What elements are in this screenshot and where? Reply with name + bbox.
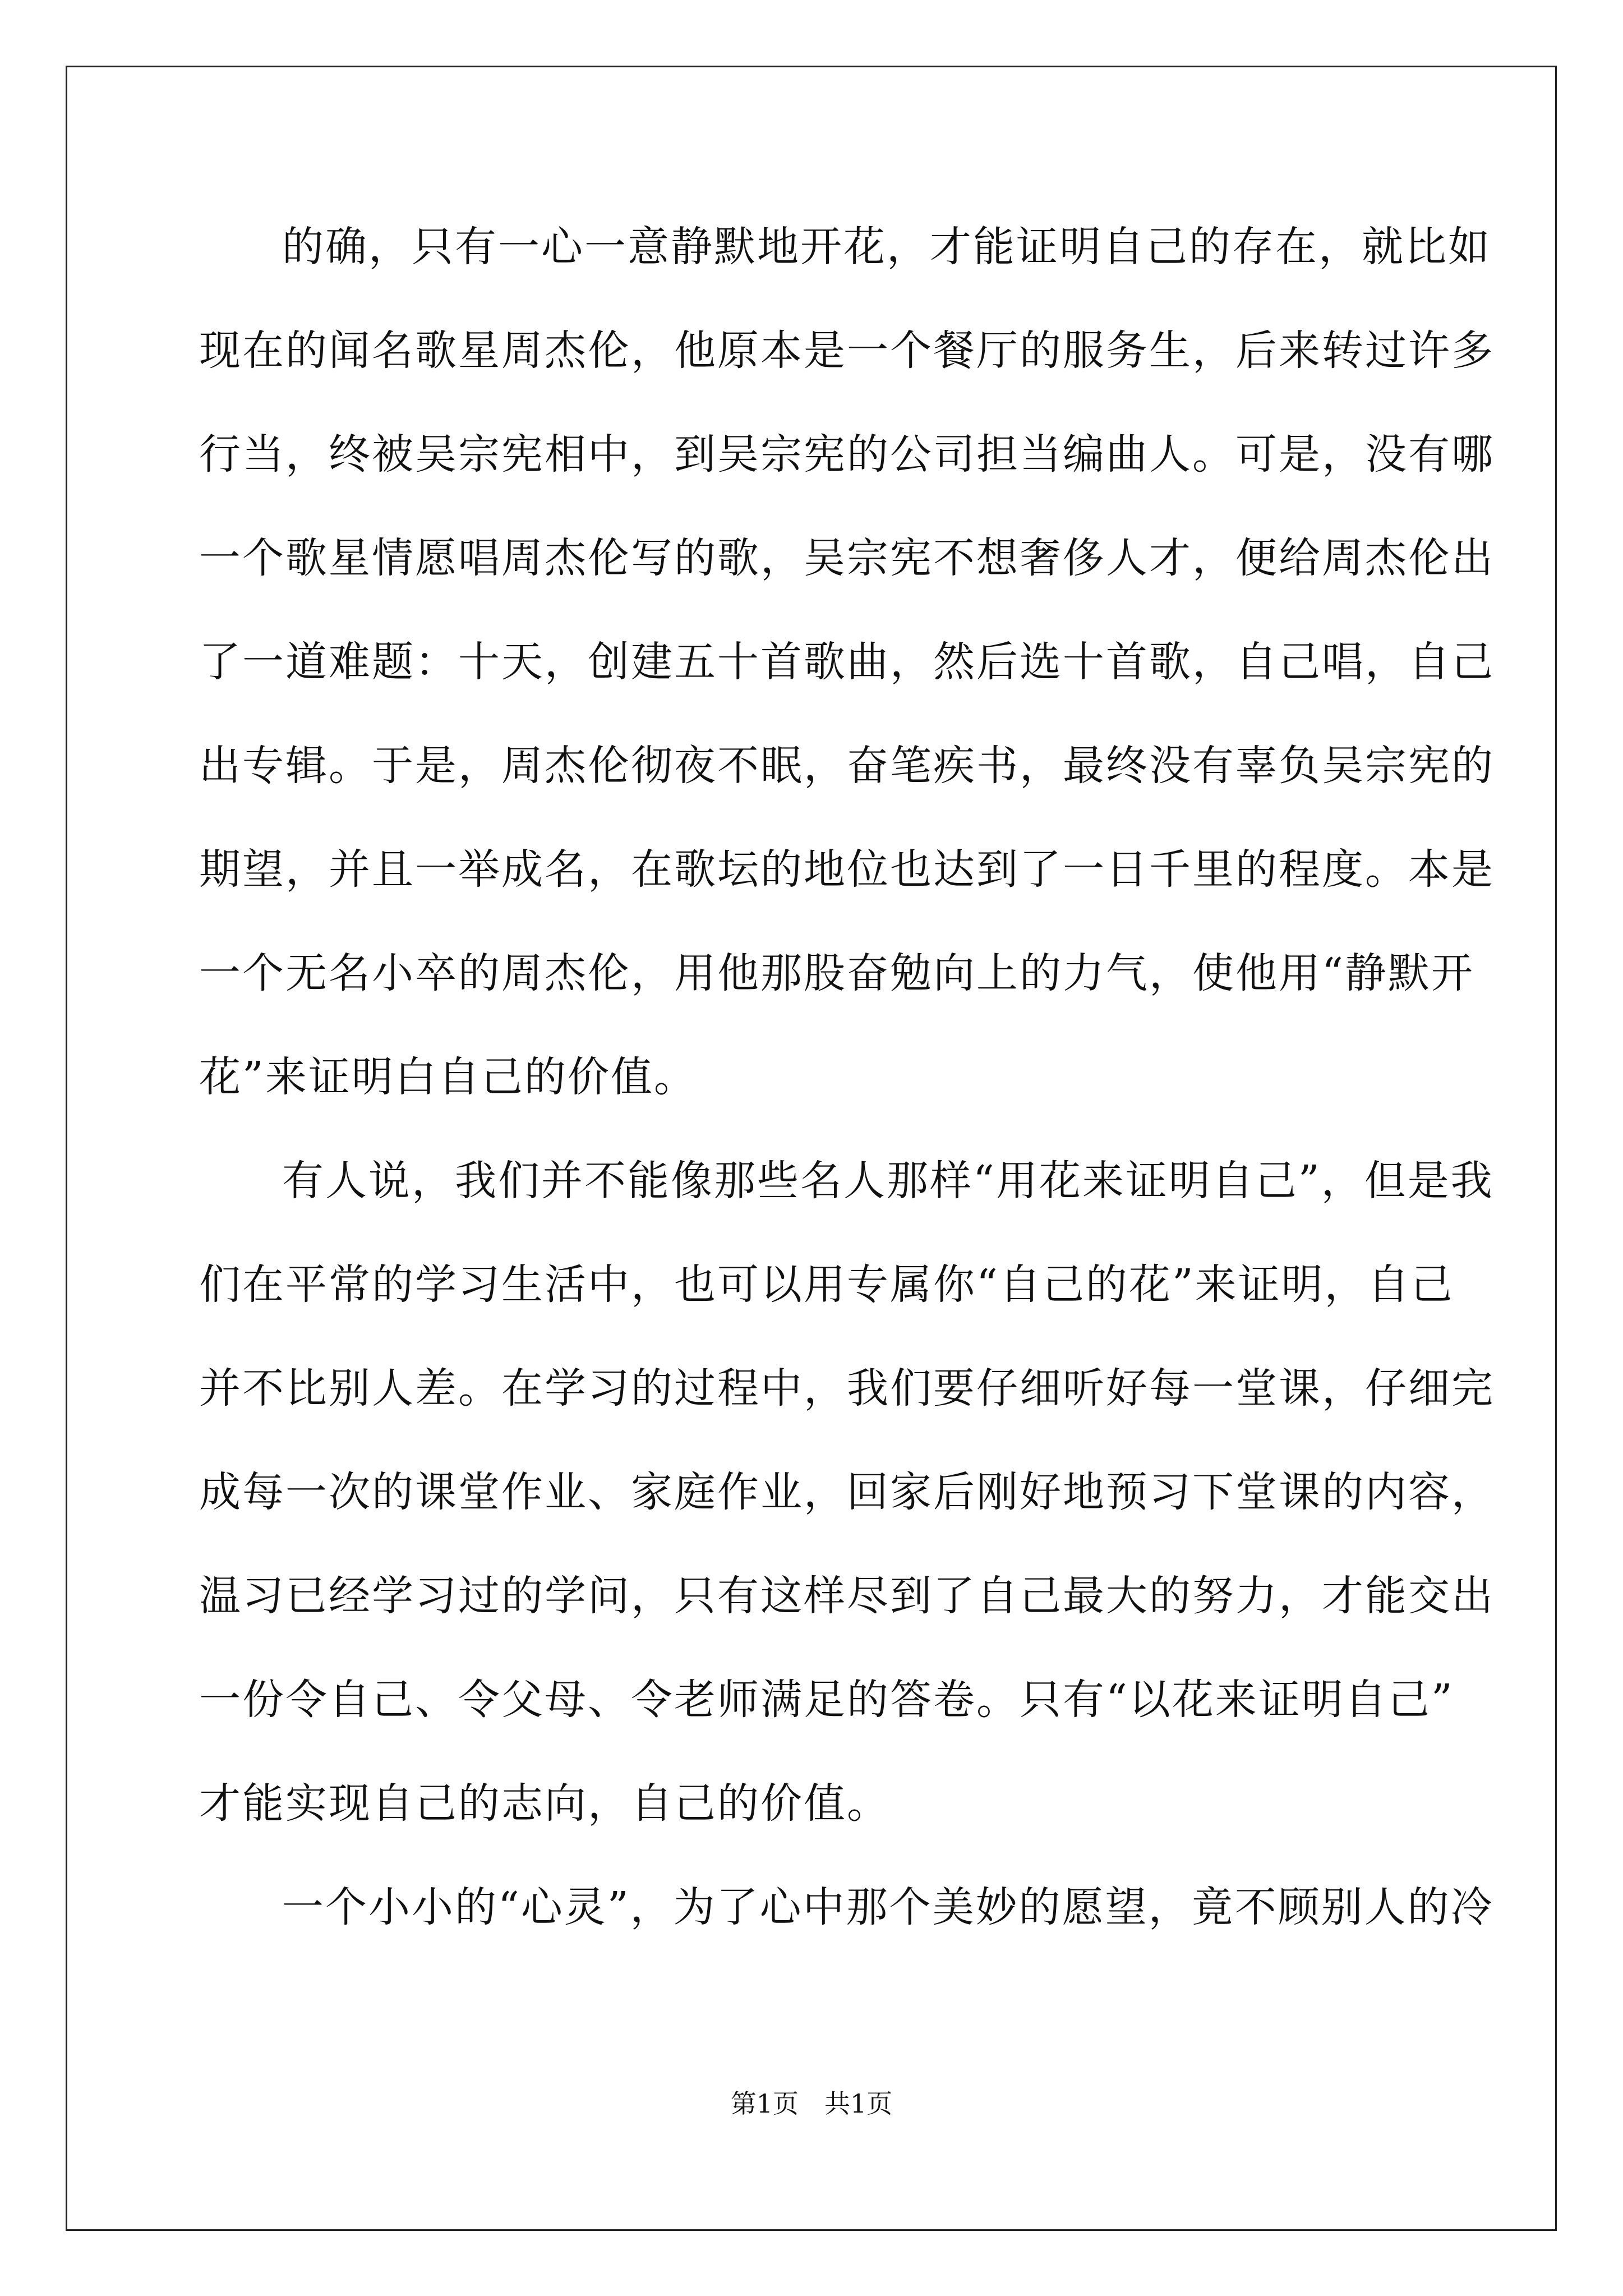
paragraph-1-line-7: 期望，并且一举成名，在歌坛的地位也达到了一日千里的程度。本是 bbox=[199, 845, 1495, 894]
paragraph-1-line-1: 的确，只有一心一意静默地开花，才能证明自己的存在，就比如 bbox=[282, 223, 1491, 271]
paragraph-1-line-3: 行当，终被吴宗宪相中，到吴宗宪的公司担当编曲人。可是，没有哪 bbox=[199, 430, 1495, 478]
paragraph-2-line-4: 成每一次的课堂作业、家庭作业，回家后刚好地预习下堂课的内容， bbox=[199, 1468, 1495, 1516]
paragraph-1-line-8: 一个无名小卒的周杰伦，用他那股奋勉向上的力气，使他用“静默开 bbox=[199, 949, 1474, 997]
paragraph-2-line-7: 才能实现自己的志向，自己的价值。 bbox=[199, 1779, 890, 1828]
paragraph-1-line-2: 现在的闻名歌星周杰伦，他原本是一个餐厅的服务生，后来转过许多 bbox=[199, 326, 1495, 375]
paragraph-2-line-2: 们在平常的学习生活中，也可以用专属你“自己的花”来证明，自己 bbox=[199, 1260, 1454, 1309]
paragraph-1-line-4: 一个歌星情愿唱周杰伦写的歌，吴宗宪不想奢侈人才，便给周杰伦出 bbox=[199, 534, 1495, 582]
page-footer: 第1页 共1页 bbox=[730, 2088, 893, 2119]
paragraph-3-line-1: 一个小小的“心灵”，为了心中那个美妙的愿望，竟不顾别人的冷 bbox=[282, 1883, 1494, 1931]
paragraph-1-line-9: 花”来证明白自己的价值。 bbox=[199, 1053, 697, 1101]
paragraph-2-line-1: 有人说，我们并不能像那些名人那样“用花来证明自己”，但是我 bbox=[282, 1157, 1494, 1205]
paragraph-1-line-6: 出专辑。于是，周杰伦彻夜不眠，奋笔疾书，最终没有辜负吴宗宪的 bbox=[199, 742, 1495, 790]
paragraph-2-line-3: 并不比别人差。在学习的过程中，我们要仔细听好每一堂课，仔细完 bbox=[199, 1364, 1495, 1412]
paragraph-2-line-5: 温习已经学习过的学问，只有这样尽到了自己最大的努力，才能交出 bbox=[199, 1572, 1495, 1620]
paragraph-2-line-6: 一份令自己、令父母、令老师满足的答卷。只有“以花来证明自己” bbox=[199, 1676, 1454, 1724]
paragraph-1-line-5: 了一道难题：十天，创建五十首歌曲，然后选十首歌，自己唱，自己 bbox=[199, 638, 1495, 686]
